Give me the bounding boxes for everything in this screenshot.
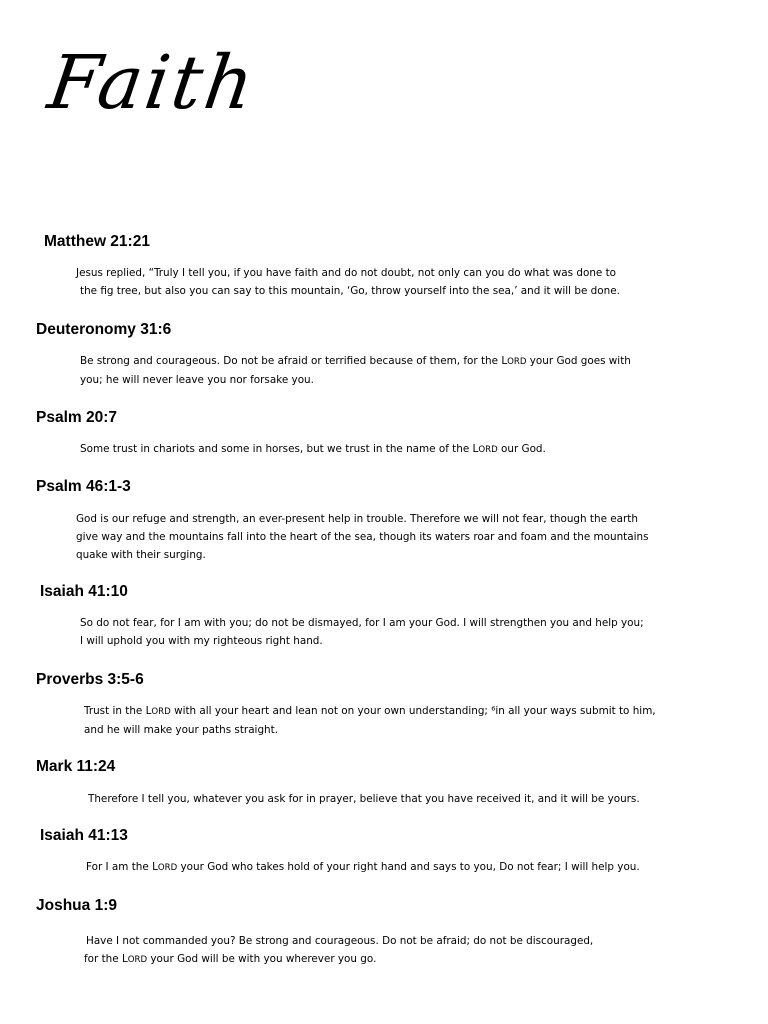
small-caps-text: ORD (127, 955, 148, 965)
verse-line: Be strong and courageous. Do not be afraid or terrified because of them, for the LORD your God goes with (80, 355, 631, 367)
verse-reference: Joshua 1:9 (36, 897, 117, 914)
verse-line: and he will make your paths straight. (84, 724, 279, 736)
small-caps-text: ORD (157, 863, 178, 873)
verse-text (84, 702, 656, 739)
verse-reference: Isaiah 41:10 (40, 583, 128, 600)
verse-line: For I am the LORD your God who takes hold of your right hand and says to you, Do not fear; I will help you. (86, 861, 640, 873)
verse-line: give way and the mountains fall into the heart of the sea, though its waters roar and foam and the mountains (76, 531, 649, 543)
verse-text (80, 352, 631, 389)
verse-text (76, 264, 620, 300)
verse-reference: Psalm 20:7 (36, 409, 117, 426)
verse-line: you; he will never leave you nor forsake you. (80, 374, 314, 386)
verse-line: Trust in the LORD with all your heart and lean not on your own understanding; ⁶in all your ways submit to him, (84, 705, 656, 717)
verse-line: Have I not commanded you? Be strong and courageous. Do not be afraid; do not be discouraged, (86, 935, 594, 947)
verse-text (80, 440, 546, 459)
page-title: Faith (43, 40, 262, 126)
verse-line: Some trust in chariots and some in horses, but we trust in the name of the LORD our God. (80, 443, 546, 455)
verse-line: quake with their surging. (76, 549, 206, 561)
small-caps-text: ORD (151, 707, 171, 717)
verse-line: I will uphold you with my righteous right hand. (80, 635, 323, 647)
small-caps-text: ORD (507, 357, 527, 367)
verse-line: God is our refuge and strength, an ever-present help in trouble. Therefore we will not fear, though the earth (76, 513, 638, 525)
verse-reference: Mark 11:24 (36, 758, 116, 775)
small-caps-text: ORD (478, 445, 498, 455)
verse-text (86, 932, 593, 969)
verse-reference: Isaiah 41:13 (40, 827, 128, 844)
verse-line: So do not fear, for I am with you; do not be dismayed, for I am your God. I will strengthen you and help you; (80, 617, 644, 629)
verse-text (88, 790, 640, 808)
verse-text (86, 858, 640, 877)
verse-reference: Proverbs 3:5-6 (36, 671, 144, 688)
verse-line: Therefore I tell you, whatever you ask for in prayer, believe that you have received it, and it will be yours. (88, 793, 640, 805)
verse-reference: Matthew 21:21 (44, 233, 150, 250)
verse-text (76, 510, 649, 564)
verse-reference: Psalm 46:1-3 (36, 478, 131, 495)
verse-reference: Deuteronomy 31:6 (36, 321, 172, 338)
verse-line: Jesus replied, “Truly I tell you, if you have faith and do not doubt, not only can you do what was done to (76, 267, 617, 279)
verse-line: the fig tree, but also you can say to this mountain, ‘Go, throw yourself into the sea,’ and it will be done. (80, 285, 620, 297)
verse-text (80, 614, 644, 650)
verse-line: for the LORD your God will be with you wherever you go. (84, 953, 377, 965)
